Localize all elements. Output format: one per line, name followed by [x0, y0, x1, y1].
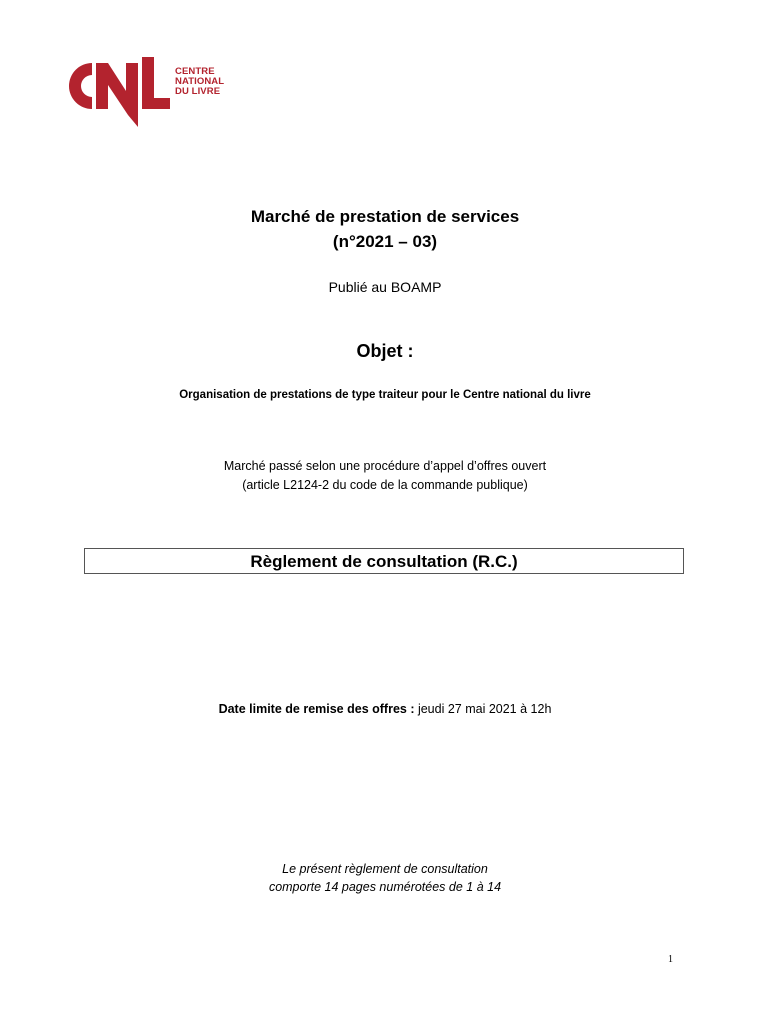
objet-heading: Objet :	[356, 341, 414, 361]
publication-note: Publié au BOAMP	[328, 279, 442, 295]
document-title-line-1: Marché de prestation de services	[250, 207, 520, 226]
document-title-line-2: (n°2021 – 03)	[332, 232, 438, 251]
page-count-note-line-1: Le présent règlement de consultation	[282, 862, 488, 876]
deadline	[0, 702, 770, 716]
procedure-line-2: (article L2124-2 du code de la commande publique)	[242, 478, 528, 492]
cnl-logo-mark	[58, 55, 173, 133]
deadline-value: jeudi 27 mai 2021 à 12h	[414, 702, 552, 716]
logo-line-centre: CENTRE	[175, 66, 215, 77]
objet-description: Organisation de prestations de type traiteur pour le Centre national du livre	[179, 389, 591, 401]
logo-line-national: NATIONAL	[175, 76, 225, 87]
deadline-label: Date limite de remise des offres :	[218, 702, 415, 716]
procedure-line-1: Marché passé selon une procédure d’appel d’offres ouvert	[223, 459, 547, 473]
cnl-logo-wordmark	[175, 67, 224, 97]
page-count-note-line-2: comporte 14 pages numérotées de 1 à 14	[268, 880, 502, 894]
cnl-logo	[58, 55, 233, 135]
rc-title-box: Règlement de consultation (R.C.)	[84, 548, 684, 574]
page-number: 1	[668, 954, 673, 965]
logo-line-du-livre: DU LIVRE	[175, 86, 221, 97]
